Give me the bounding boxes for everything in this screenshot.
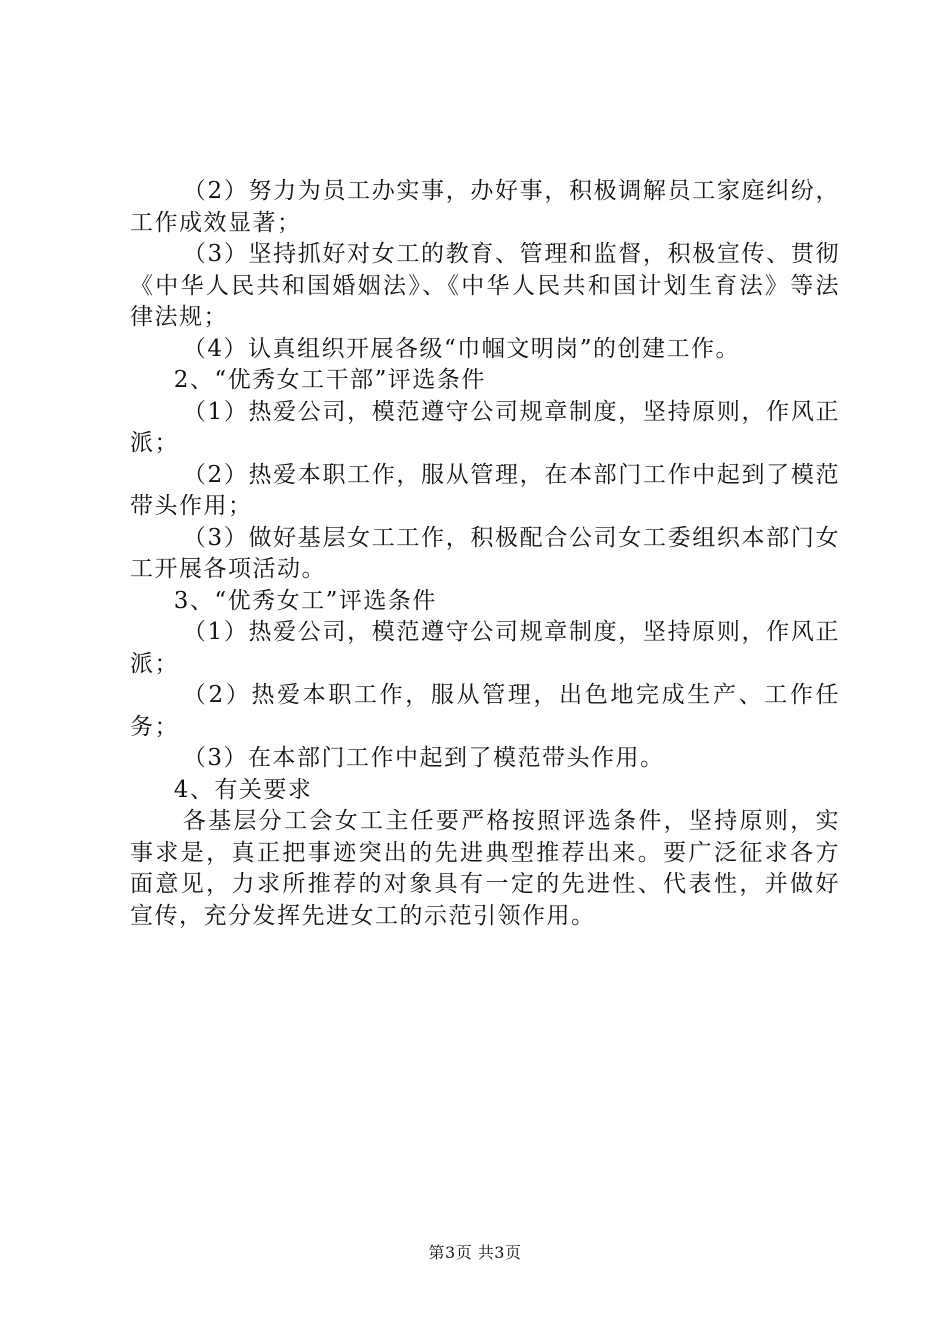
section-heading: 2、“优秀女工干部”评选条件 [173, 367, 486, 393]
paragraph: （2）热爱本职工作，服从管理，在本部门工作中起到了模范带头作用； [130, 461, 840, 519]
paragraph: （1）热爱公司，模范遵守公司规章制度，坚持原则，作风正派； [130, 619, 840, 677]
paragraph: （3）做好基层女工工作，积极配合公司女工委组织本部门女工开展各项活动。 [130, 524, 840, 582]
page-footer: 第3页 共3页 [428, 1243, 522, 1262]
paragraph: 各基层分工会女工主任要严格按照评选条件，坚持原则，实事求是，真正把事迹突出的先进典型推荐出来。要广泛征求各方面意见，力求所推荐的对象具有一定的先进性、代表性，并做好宣传，充分发挥先进女工的示范引领作用。 [130, 808, 840, 929]
document-body [130, 176, 840, 932]
paragraph: （4）认真组织开展各级“巾帼文明岗”的创建工作。 [182, 335, 741, 362]
section-heading: 3、“优秀女工”评选条件 [173, 587, 437, 614]
paragraph: （2）努力为员工办实事，办好事，积极调解员工家庭纠纷，工作成效显著； [130, 178, 840, 236]
section-heading: 4、有关要求 [173, 776, 313, 803]
paragraph: （2）热爱本职工作，服从管理，出色地完成生产、工作任务； [130, 682, 840, 740]
paragraph: （3）在本部门工作中起到了模范带头作用。 [182, 745, 665, 771]
paragraph: （3）坚持抓好对女工的教育、管理和监督，积极宣传、贯彻《中华人民共和国婚姻法》、《中华人民共和国计划生育法》等法律法规； [130, 241, 840, 330]
paragraph: （1）热爱公司，模范遵守公司规章制度，坚持原则，作风正派； [130, 398, 840, 456]
